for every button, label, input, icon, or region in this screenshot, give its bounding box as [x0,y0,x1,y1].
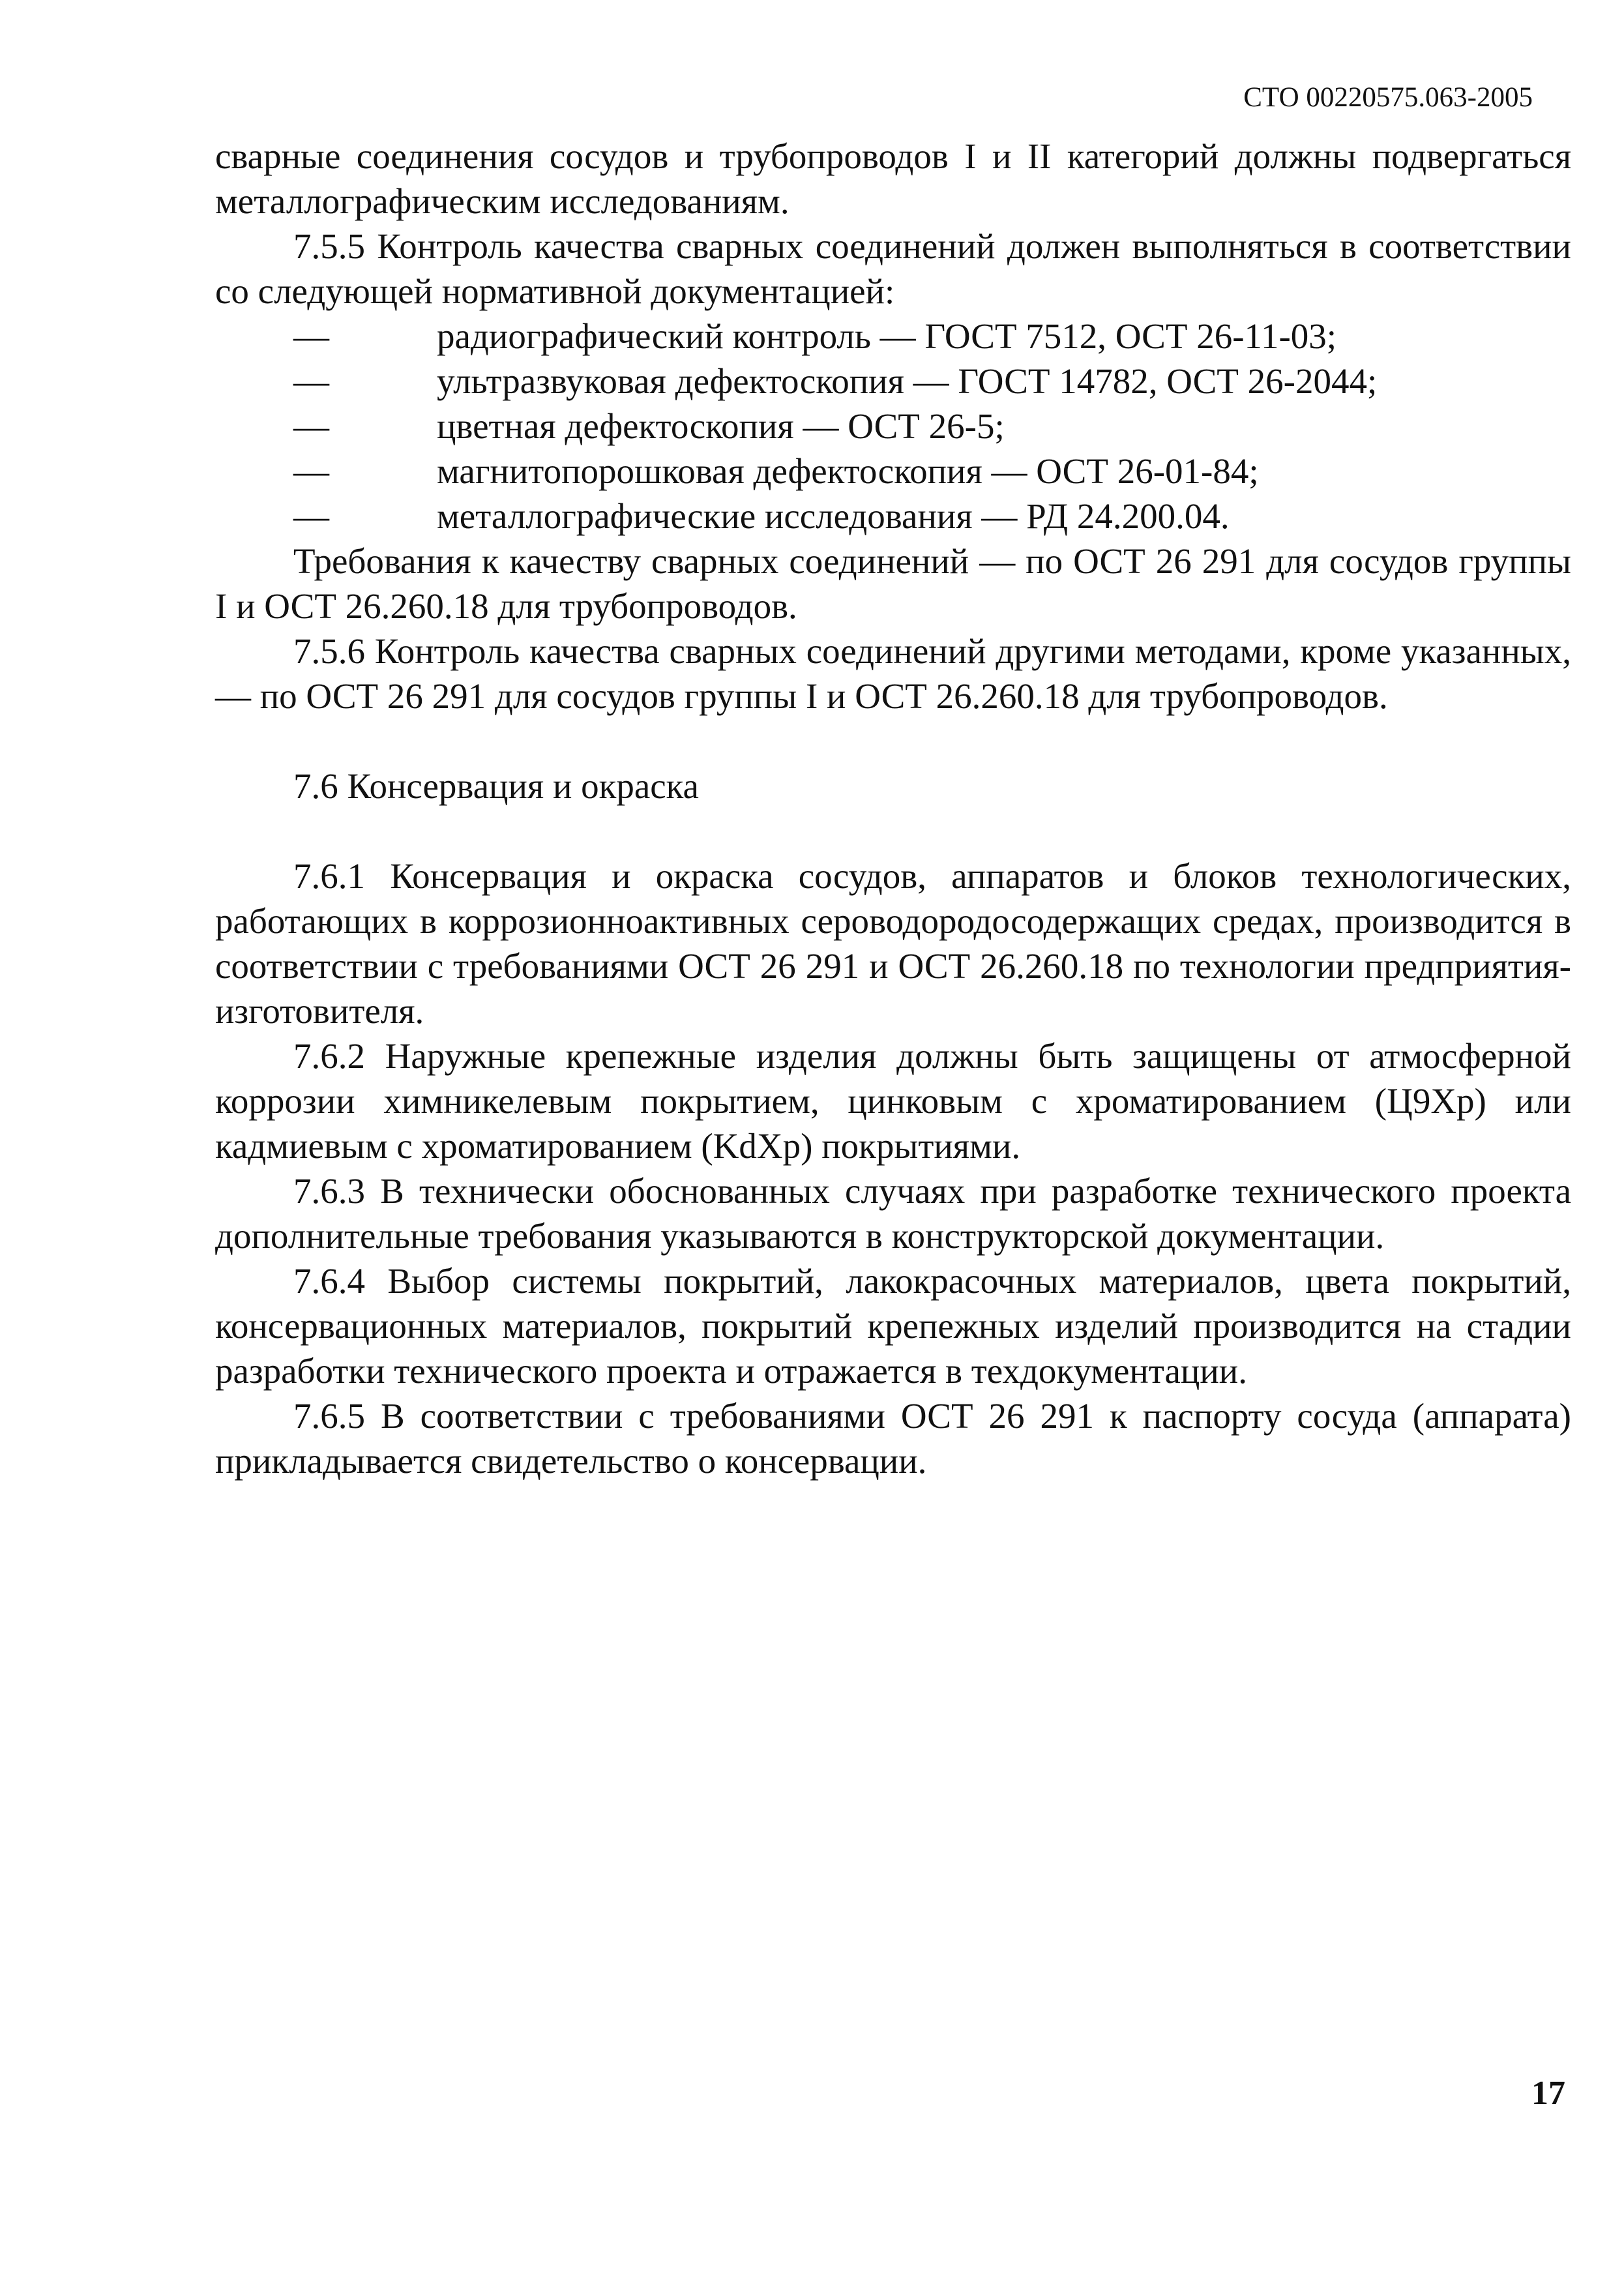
list-item [293,449,1571,494]
list-item [293,359,1571,404]
dash-marker: — [293,496,329,536]
list-item [293,494,1571,539]
list-item [293,314,1571,359]
list-item-text: радиографический контроль — ГОСТ 7512, ОСТ 26-11-03; [437,316,1337,356]
dash-marker: — [293,406,329,446]
document-body [215,134,1571,1483]
paragraph-7-5-6: 7.5.6 Контроль качества сварных соединений другими методами, кроме указанных, — по ОСТ 26 291 для сосудов группы I и ОСТ 26.260.18 для трубопроводов. [215,631,1571,716]
list-item-text: цветная дефектоскопия — ОСТ 26-5; [437,406,1005,446]
paragraph-7-6-1: 7.6.1 Консервация и окраска сосудов, аппаратов и блоков технологических, работающих в коррозионноактивных сероводородосодержащих средах, производится в соответствии с требованиями ОСТ 26 291 и ОСТ 26.260.18 по технологии предприятия-изготовителя. [215,856,1571,1031]
section-heading-7-6: 7.6 Консервация и окраска [293,766,699,806]
paragraph-7-6-2: 7.6.2 Наружные крепежные изделия должны быть защищены от атмосферной коррозии химникелевым покрытием, цинковым с хроматированием (Ц9Хр) или кадмиевым с хроматированием (KdXp) покрытиями. [215,1036,1571,1166]
paragraph-7-6-4: 7.6.4 Выбор системы покрытий, лакокрасочных материалов, цвета покрытий, консервационных материалов, покрытий крепежных изделий производится на стадии разработки технического проекта и отражается в техдокументации. [215,1261,1571,1391]
dash-marker: — [293,316,329,356]
list-item-text: металлографические исследования — РД 24.200.04. [437,496,1230,536]
paragraph-continuation: сварные соединения сосудов и трубопроводов I и II категорий должны подвергаться металлографическим исследованиям. [215,136,1571,221]
list-item-text: магнитопорошковая дефектоскопия — ОСТ 26-01-84; [437,451,1259,491]
dash-marker: — [293,361,329,401]
paragraph-7-6-3: 7.6.3 В технически обоснованных случаях при разработке технического проекта дополнительные требования указываются в конструкторской документации. [215,1171,1571,1256]
page-number: 17 [1531,2075,1565,2112]
standards-list [215,314,1571,539]
dash-marker: — [293,451,329,491]
paragraph-7-6-5: 7.6.5 В соответствии с требованиями ОСТ 26 291 к паспорту сосуда (аппарата) прикладывается свидетельство о консервации. [215,1396,1571,1481]
paragraph-7-5-5: 7.5.5 Контроль качества сварных соединений должен выполняться в соответствии со следующей нормативной документацией: [215,226,1571,311]
paragraph-quality-requirements: Требования к качеству сварных соединений — по ОСТ 26 291 для сосудов группы I и ОСТ 26.260.18 для трубопроводов. [215,541,1571,626]
document-code: СТО 00220575.063-2005 [1243,82,1533,113]
list-item [293,404,1571,449]
list-item-text: ультразвуковая дефектоскопия — ГОСТ 14782, ОСТ 26-2044; [437,361,1378,401]
